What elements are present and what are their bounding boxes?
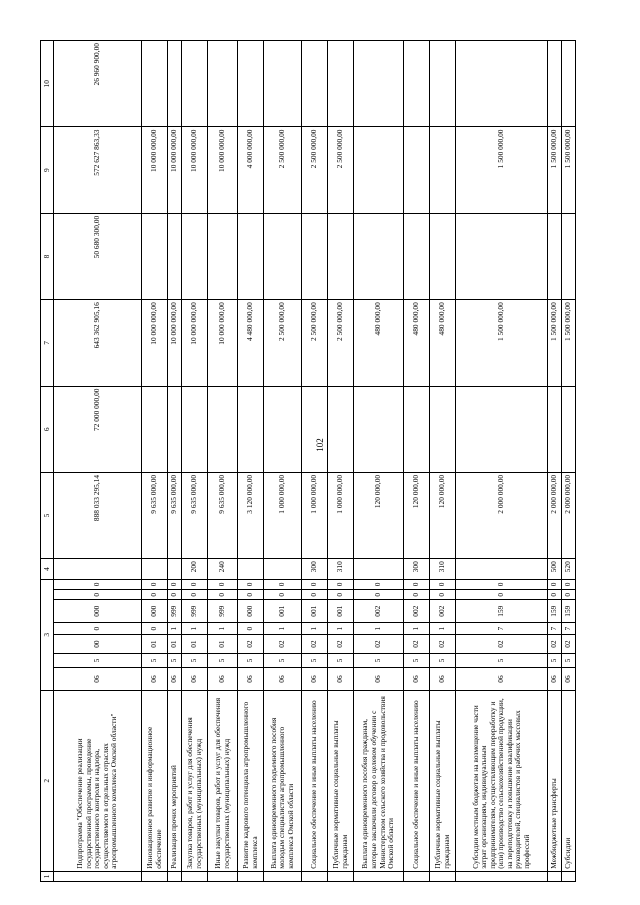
table-row [208, 41, 238, 882]
amount-c5: 888 033 295,14 [54, 472, 142, 558]
amount-c6 [328, 386, 354, 472]
row-index-cell [562, 871, 576, 881]
row-index-cell [264, 871, 302, 881]
code-segment: 0 [354, 590, 404, 600]
table-row [404, 41, 430, 882]
amount-c8 [548, 213, 562, 299]
table-row [548, 41, 562, 882]
code-segment: 5 [404, 653, 430, 667]
amount-c8 [456, 213, 548, 299]
header-cell-3: 3 [41, 579, 54, 690]
code-segment: 1 [168, 622, 182, 634]
amount-c5: 1 000 000,00 [328, 472, 354, 558]
amount-c9: 4 000 000,00 [238, 127, 264, 213]
code-segment: 0 [54, 622, 142, 634]
code-segment: 001 [328, 600, 354, 623]
row-index-cell [54, 871, 142, 881]
code-segment: 0 [328, 579, 354, 589]
amount-c9: 2 500 000,00 [302, 127, 328, 213]
amount-c9: 10 000 000,00 [168, 127, 182, 213]
header-cell-2: 2 [41, 690, 54, 871]
amount-c9: 2 500 000,00 [328, 127, 354, 213]
code-segment: 0 [562, 579, 576, 589]
amount-c6 [208, 386, 238, 472]
table-row [354, 41, 404, 882]
expense-type-code [168, 559, 182, 580]
amount-c8 [264, 213, 302, 299]
code-segment: 0 [456, 579, 548, 589]
amount-c5: 120 000,00 [430, 472, 456, 558]
code-segment: 02 [264, 635, 302, 654]
amount-c8 [404, 213, 430, 299]
row-name: Инновационное развитие и информационное обеспечение [142, 690, 168, 871]
amount-c10 [238, 41, 264, 128]
amount-c8 [430, 213, 456, 299]
row-name: Социальное обеспечение и иные выплаты населению [404, 690, 430, 871]
code-segment: 0 [142, 622, 168, 634]
amount-c7: 480 000,00 [354, 300, 404, 386]
code-segment: 0 [328, 590, 354, 600]
header-cell-9: 9 [41, 127, 54, 213]
amount-c7: 643 362 905,16 [54, 300, 142, 386]
code-segment: 0 [264, 590, 302, 600]
amount-c6 [456, 386, 548, 472]
table-row [182, 41, 208, 882]
row-name: Межбюджетные трансферты [548, 690, 562, 871]
amount-c8 [182, 213, 208, 299]
expense-type-code [142, 559, 168, 580]
code-segment: 06 [430, 668, 456, 691]
table-row [142, 41, 168, 882]
code-segment: 5 [168, 653, 182, 667]
code-segment: 06 [168, 668, 182, 691]
code-segment: 5 [238, 653, 264, 667]
code-segment: 0 [54, 590, 142, 600]
amount-c9 [404, 127, 430, 213]
expense-type-code [264, 559, 302, 580]
row-index-cell [430, 871, 456, 881]
table-row [264, 41, 302, 882]
header-cell-8: 8 [41, 213, 54, 299]
amount-c5: 9 635 000,00 [208, 472, 238, 558]
code-segment: 5 [142, 653, 168, 667]
row-name: Публичные нормативные социальные выплаты гражданам [328, 690, 354, 871]
amount-c8 [142, 213, 168, 299]
amount-c6 [302, 386, 328, 472]
expense-type-code: 300 [404, 559, 430, 580]
code-segment: 7 [548, 622, 562, 634]
code-segment: 0 [430, 579, 456, 589]
amount-c8 [328, 213, 354, 299]
amount-c5: 1 000 000,00 [264, 472, 302, 558]
amount-c6: 72 000 000,00 [54, 386, 142, 472]
amount-c10 [354, 41, 404, 128]
code-segment: 0 [302, 579, 328, 589]
code-segment: 06 [142, 668, 168, 691]
code-segment: 0 [548, 579, 562, 589]
amount-c9 [354, 127, 404, 213]
code-segment: 01 [142, 635, 168, 654]
code-segment: 02 [404, 635, 430, 654]
code-segment: 02 [328, 635, 354, 654]
amount-c9: 10 000 000,00 [142, 127, 168, 213]
amount-c5: 2 000 000,00 [456, 472, 548, 558]
code-segment: 001 [302, 600, 328, 623]
row-name: Выплата единовременного подъемного пособия молодым специалистам агропромышленного комплекса Омской области [264, 690, 302, 871]
amount-c5: 2 000 000,00 [548, 472, 562, 558]
amount-c7: 10 000 000,00 [182, 300, 208, 386]
amount-c6 [562, 386, 576, 472]
table-row [328, 41, 354, 882]
amount-c7: 10 000 000,00 [142, 300, 168, 386]
code-segment: 5 [208, 653, 238, 667]
header-cell-5: 5 [41, 472, 54, 558]
code-segment: 02 [456, 635, 548, 654]
amount-c10 [328, 41, 354, 128]
expense-type-code: 310 [430, 559, 456, 580]
amount-c5: 3 120 000,00 [238, 472, 264, 558]
code-segment: 1 [430, 622, 456, 634]
row-name: Субсидии местным бюджетам на возмещение части затрат организациям, индивидуальным предпринимателям, осуществляющим переработку и (или) производство сельскохозяйственной продукции, на переподготовку и повышение квалификации руководителей, специалистов и рабочих массовых профессий [456, 690, 548, 871]
code-segment: 002 [404, 600, 430, 623]
row-index-cell [142, 871, 168, 881]
code-segment: 0 [548, 590, 562, 600]
table-row [54, 41, 142, 882]
code-segment: 5 [548, 653, 562, 667]
amount-c9: 1 500 000,00 [562, 127, 576, 213]
expense-type-code: 520 [562, 559, 576, 580]
table-row [168, 41, 182, 882]
code-segment: 0 [404, 590, 430, 600]
header-cell-7: 7 [41, 300, 54, 386]
code-segment: 06 [54, 668, 142, 691]
amount-c8 [562, 213, 576, 299]
header-row [41, 41, 54, 882]
code-segment: 0 [430, 590, 456, 600]
rotated-sheet [40, 40, 640, 882]
table-row [302, 41, 328, 882]
header-cell-6: 6 [41, 386, 54, 472]
amount-c6 [168, 386, 182, 472]
code-segment: 06 [456, 668, 548, 691]
amount-c7: 2 500 000,00 [264, 300, 302, 386]
code-segment: 06 [354, 668, 404, 691]
code-segment: 06 [264, 668, 302, 691]
amount-c10 [168, 41, 182, 128]
expense-type-code: 500 [548, 559, 562, 580]
amount-c8 [168, 213, 182, 299]
code-segment: 06 [302, 668, 328, 691]
amount-c10 [264, 41, 302, 128]
code-segment: 5 [302, 653, 328, 667]
amount-c10 [430, 41, 456, 128]
code-segment: 0 [238, 622, 264, 634]
code-segment: 0 [142, 590, 168, 600]
code-segment: 001 [264, 600, 302, 623]
code-segment: 1 [328, 622, 354, 634]
code-segment: 7 [562, 622, 576, 634]
code-segment: 999 [168, 600, 182, 623]
row-name: Публичные нормативные социальные выплаты гражданам [430, 690, 456, 871]
row-index-cell [354, 871, 404, 881]
amount-c7: 4 480 000,00 [238, 300, 264, 386]
code-segment: 5 [562, 653, 576, 667]
code-segment: 0 [54, 579, 142, 589]
code-segment: 0 [238, 579, 264, 589]
code-segment: 002 [354, 600, 404, 623]
amount-c9: 572 627 863,33 [54, 127, 142, 213]
code-segment: 0 [404, 579, 430, 589]
row-name: Подпрограмма "Обеспечение реализации государственной программы, проведение государственного контроля и надзора, осуществляемого в отдельных отраслях агропромышленного комплекса Омской области" [54, 690, 142, 871]
code-segment: 0 [208, 579, 238, 589]
amount-c6 [238, 386, 264, 472]
code-segment: 5 [328, 653, 354, 667]
amount-c9: 10 000 000,00 [208, 127, 238, 213]
amount-c7: 1 500 000,00 [456, 300, 548, 386]
code-segment: 000 [54, 600, 142, 623]
code-segment: 02 [548, 635, 562, 654]
code-segment: 02 [562, 635, 576, 654]
code-segment: 0 [354, 579, 404, 589]
amount-c10 [548, 41, 562, 128]
expense-type-code: 300 [302, 559, 328, 580]
expense-type-code: 310 [328, 559, 354, 580]
amount-c9: 1 500 000,00 [456, 127, 548, 213]
expense-type-code: 200 [182, 559, 208, 580]
code-segment: 999 [208, 600, 238, 623]
code-segment: 002 [430, 600, 456, 623]
row-name: Закупка товаров, работ и услуг для обеспечения государственных (муниципальных) нужд [182, 690, 208, 871]
amount-c5: 1 000 000,00 [302, 472, 328, 558]
amount-c10 [456, 41, 548, 128]
code-segment: 159 [562, 600, 576, 623]
code-segment: 06 [548, 668, 562, 691]
code-segment: 0 [264, 579, 302, 589]
row-index-cell [328, 871, 354, 881]
code-segment: 06 [328, 668, 354, 691]
row-name: Развитие кадрового потенциала агропромышленного комплекса [238, 690, 264, 871]
expense-type-code [354, 559, 404, 580]
expense-type-code [456, 559, 548, 580]
amount-c7: 10 000 000,00 [208, 300, 238, 386]
code-segment: 02 [302, 635, 328, 654]
code-segment: 02 [430, 635, 456, 654]
code-segment: 00 [54, 635, 142, 654]
row-name: Выплата единовременного пособия гражданам, которые заключили договор о целевом обучении с Министерством сельского хозяйства и продовольствия Омской области [354, 690, 404, 871]
code-segment: 1 [182, 622, 208, 634]
code-segment: 02 [354, 635, 404, 654]
amount-c9 [430, 127, 456, 213]
expense-type-code [238, 559, 264, 580]
row-name: Субсидии [562, 690, 576, 871]
code-segment: 5 [456, 653, 548, 667]
amount-c8: 50 680 300,00 [54, 213, 142, 299]
amount-c6 [182, 386, 208, 472]
row-name: Реализация прочих мероприятий [168, 690, 182, 871]
table-row [430, 41, 456, 882]
amount-c5: 9 635 000,00 [168, 472, 182, 558]
code-segment: 7 [456, 622, 548, 634]
amount-c7: 2 500 000,00 [302, 300, 328, 386]
amount-c7: 480 000,00 [404, 300, 430, 386]
budget-table-container [40, 40, 640, 882]
amount-c10 [404, 41, 430, 128]
code-segment: 06 [562, 668, 576, 691]
code-segment: 0 [302, 590, 328, 600]
budget-table [40, 40, 576, 882]
expense-type-code [54, 559, 142, 580]
code-segment: 5 [54, 653, 142, 667]
header-cell-4: 4 [41, 559, 54, 580]
table-row [238, 41, 264, 882]
amount-c10 [182, 41, 208, 128]
code-segment: 06 [208, 668, 238, 691]
code-segment: 159 [456, 600, 548, 623]
expense-type-code: 240 [208, 559, 238, 580]
page-number: 102 [315, 438, 325, 452]
code-segment: 0 [168, 579, 182, 589]
amount-c7: 2 500 000,00 [328, 300, 354, 386]
row-index-cell [456, 871, 548, 881]
code-segment: 1 [404, 622, 430, 634]
code-segment: 01 [208, 635, 238, 654]
code-segment: 159 [548, 600, 562, 623]
code-segment: 01 [182, 635, 208, 654]
code-segment: 000 [142, 600, 168, 623]
table-row [456, 41, 548, 882]
row-name: Социальное обеспечение и иные выплаты населению [302, 690, 328, 871]
code-segment: 0 [168, 590, 182, 600]
amount-c9: 1 500 000,00 [548, 127, 562, 213]
amount-c6 [142, 386, 168, 472]
amount-c10 [562, 41, 576, 128]
code-segment: 999 [182, 600, 208, 623]
row-index-cell [168, 871, 182, 881]
row-index-cell [238, 871, 264, 881]
code-segment: 0 [182, 579, 208, 589]
code-segment: 1 [264, 622, 302, 634]
amount-c8 [354, 213, 404, 299]
code-segment: 0 [208, 590, 238, 600]
code-segment: 0 [238, 590, 264, 600]
amount-c7: 10 000 000,00 [168, 300, 182, 386]
amount-c8 [208, 213, 238, 299]
row-index-cell [208, 871, 238, 881]
amount-c10: 26 960 900,00 [54, 41, 142, 128]
table-row [562, 41, 576, 882]
code-segment: 000 [238, 600, 264, 623]
code-segment: 0 [456, 590, 548, 600]
code-segment: 5 [430, 653, 456, 667]
code-segment: 06 [404, 668, 430, 691]
amount-c8 [238, 213, 264, 299]
header-cell-1: 1 [41, 871, 54, 881]
code-segment: 06 [238, 668, 264, 691]
code-segment: 0 [562, 590, 576, 600]
code-segment: 5 [182, 653, 208, 667]
row-index-cell [548, 871, 562, 881]
amount-c10 [208, 41, 238, 128]
amount-c10 [302, 41, 328, 128]
row-index-cell [302, 871, 328, 881]
amount-c5: 9 635 000,00 [142, 472, 168, 558]
amount-c5: 9 635 000,00 [182, 472, 208, 558]
amount-c7: 480 000,00 [430, 300, 456, 386]
row-index-cell [182, 871, 208, 881]
amount-c7: 1 500 000,00 [548, 300, 562, 386]
row-name: Иные закупки товаров, работ и услуг для обеспечения государственных (муниципальных) нужд [208, 690, 238, 871]
code-segment: 06 [182, 668, 208, 691]
amount-c6 [404, 386, 430, 472]
code-segment: 01 [168, 635, 182, 654]
amount-c6 [354, 386, 404, 472]
amount-c9: 2 500 000,00 [264, 127, 302, 213]
code-segment: 5 [264, 653, 302, 667]
amount-c9: 10 000 000,00 [182, 127, 208, 213]
amount-c10 [142, 41, 168, 128]
code-segment: 1 [302, 622, 328, 634]
amount-c5: 120 000,00 [404, 472, 430, 558]
amount-c7: 1 500 000,00 [562, 300, 576, 386]
amount-c6 [430, 386, 456, 472]
amount-c6 [264, 386, 302, 472]
amount-c6 [548, 386, 562, 472]
amount-c8 [302, 213, 328, 299]
header-cell-10: 10 [41, 41, 54, 128]
code-segment: 0 [182, 590, 208, 600]
code-segment: 1 [354, 622, 404, 634]
code-segment: 02 [238, 635, 264, 654]
amount-c5: 120 000,00 [354, 472, 404, 558]
code-segment: 5 [354, 653, 404, 667]
row-index-cell [404, 871, 430, 881]
amount-c5: 2 000 000,00 [562, 472, 576, 558]
code-segment: 1 [208, 622, 238, 634]
code-segment: 0 [142, 579, 168, 589]
